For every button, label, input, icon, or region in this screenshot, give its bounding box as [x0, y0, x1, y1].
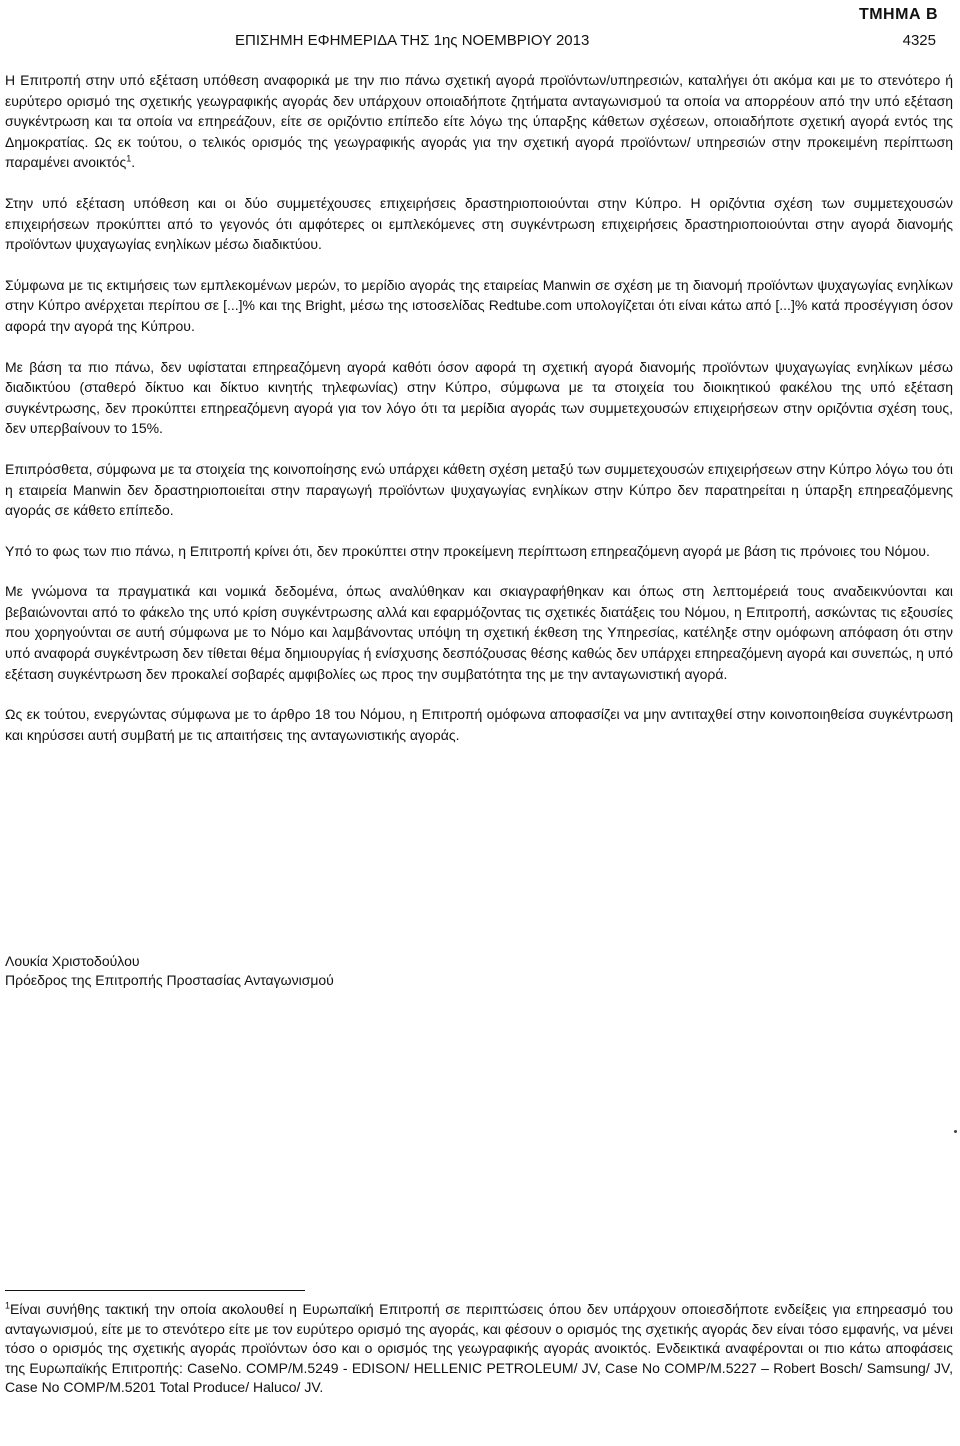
section-label: ΤΜΗΜΑ Β: [858, 6, 938, 23]
footnote-marker: 1: [5, 1300, 11, 1311]
footnote-reference: 1: [126, 153, 132, 164]
footnote-text: Είναι συνήθης τακτική την οποία ακολουθεί η Ευρωπαϊκή Επιτροπή σε περιπτώσεις όπου δεν υπάρχουν οποιεσδήποτε ενδείξεις για επηρεασμό του ανταγωνισμού, είτε με το στενότερο είτε με τον ευρύτερο ορισμό της αγοράς, και φέσουν ο ορισμός της σχετικής αγοράς δεν είναι τόσο εμφανής, να μένει τόσο ο ορισμός της σχετικής αγοράς προϊόντων όσο και ο ορισμός της γεωγραφικής αγοράς ανοικτός. Ενδεικτικά αναφέρονται οι πιο κάτω αποφάσεις της Ευρωπαϊκής Επιτροπής: CaseNo. COMP/M.5249 - EDISON/ HELLENIC PETROLEUM/ JV, Case No COMP/M.5227 – Robert Bosch/ Samsung/ JV, Case No COMP/M.5201 Total Produce/ Haluco/ JV.: [5, 1301, 953, 1395]
paragraph-vertical-relation: Επιπρόσθετα, σύμφωνα με τα στοιχεία της κοινοποίησης ενώ υπάρχει κάθετη σχέση μεταξύ των συμμετεχουσών επιχειρήσεων στην Κύπρο λόγω του ότι η εταιρεία Manwin δεν δραστηριοποιείται στην παραγωγή προϊόντων ψυχαγωγίας ενηλίκων στην Κύπρο δεν παρατηρείται η ύπαρξη επηρεαζόμενης αγοράς σε κάθετο επίπεδο.: [5, 460, 953, 519]
paragraph-decision: Ως εκ τούτου, ενεργώντας σύμφωνα με το άρθρο 18 του Νόμου, η Επιτροπή ομόφωνα αποφασίζει να μην αντιταχθεί στην κοινοποιηθείσα συγκέντρωση και κηρύσσει αυτή συμβατή με τις απαιτήσεις της ανταγωνιστικής αγοράς.: [5, 706, 953, 743]
paragraph-legal-findings: Με γνώμονα τα πραγματικά και νομικά δεδομένα, όπως αναλύθηκαν και σκιαγραφήθηκαν και όπως στη λεπτομέρειά τους αναδεικνύονται και βεβαιώνονται από το φάκελο της υπό κρίση συγκέντρωσης αλλά και εφαρμόζοντας τις σχετικές διατάξεις του Νόμου, η Επιτροπή, ασκώντας τις εξουσίες που χορηγούνται σε αυτή σύμφωνα με το Νόμο και λαμβάνοντας υπόψη τη σχετική έκθεση της Υπηρεσίας, κατέληξε στην ομόφωνη απόφαση ότι στην υπό αναφορά συγκέντρωση δεν τίθεται θέμα δημιουργίας ή ενίσχυσης δεσπόζουσας θέσης καθώς δεν υπάρχει επηρεαζόμενη αγορά και συνεπώς, η υπό εξέταση συγκέντρωση δεν προκαλεί σοβαρές αμφιβολίες ως προς την συμβατότητα της με την ανταγωνιστική αγορά.: [5, 583, 953, 682]
signatory-name: Λουκία Χριστοδούλου: [5, 953, 140, 969]
paragraph-market-conclusion: [5, 70, 953, 173]
paragraph-no-affected-market: Με βάση τα πιο πάνω, δεν υφίσταται επηρεαζόμενη αγορά καθότι όσον αφορά τη σχετική αγορά διανομής προϊόντων ψυχαγωγίας ενηλίκων μέσω διαδικτύου (σταθερό δίκτυο και δίκτυο κινητής τηλεφωνίας) στην Κύπρο, σύμφωνα με τα στοιχεία του διοικητικού φακέλου της υπό εξέταση συγκέντρωσης, δεν προκύπτει επηρεαζόμενη αγορά για τον λόγο ότι τα μερίδια αγοράς των συμμετεχουσών επιχειρήσεων στην οριζόντια σχέση τους, δεν υπερβαίνουν το 15%.: [5, 358, 953, 437]
gazette-title: ΕΠΙΣΗΜΗ ΕΦΗΜΕΡΙΔΑ ΤΗΣ 1ης ΝΟΕΜΒΡΙΟΥ 2013: [235, 32, 590, 49]
paragraph-end: .: [131, 154, 136, 171]
document-body: [5, 70, 953, 765]
paragraph-commission-assessment: Υπό το φως των πιο πάνω, η Επιτροπή κρίνει ότι, δεν προκύπτει στην προκείμενη περίπτωση επηρεαζόμενη αγορά με βάση τις πρόνοιες του Νόμου.: [5, 542, 930, 559]
paragraph-market-shares: Σύμφωνα με τις εκτιμήσεις των εμπλεκομένων μερών, το μερίδιο αγοράς της εταιρείας Manwin σε σχέση με τη διανομή προϊόντων ψυχαγωγίας ενηλίκων στην Κύπρο ανέρχεται περίπου σε [...]% και της Bright, μέσω της ιστοσελίδας Redtube.com υπολογίζεται ότι είναι κάτω από [...]% κατά προσέγγιση όσον αφορά την αγορά της Κύπρου.: [5, 276, 953, 334]
page-number: 4325: [902, 32, 936, 49]
paragraph-text: Η Επιτροπή στην υπό εξέταση υπόθεση αναφορικά με την πιο πάνω σχετική αγορά προϊόντων/υπηρεσιών, καταλήγει ότι ακόμα και με το στενότερο ή ευρύτερο ορισμό της σχετικής γεωγραφικής αγοράς δεν υπάρχουν οποιαδήποτε ζητήματα ανταγωνισμού τα οποία να απορρέουν από την υπό εξέταση συγκέντρωση και τα οποία να επηρεάζουν, είτε σε οριζόντιο επίπεδο είτε λόγω της ύπαρξης κάθετων σχέσεων, οποιαδήποτε σχετική αγορά εντός της Δημοκρατίας. Ως εκ τούτου, ο τελικός ορισμός της γεωγραφικής αγοράς για την σχετική αγορά προϊόντων/ υπηρεσιών στην προκειμένη περίπτωση παραμένει ανοικτός: [5, 72, 953, 171]
paragraph-horizontal-relation: Στην υπό εξέταση υπόθεση και οι δύο συμμετέχουσες επιχειρήσεις δραστηριοποιούνται στην Κύπρο. Η οριζόντια σχέση των συμμετεχουσών επιχειρήσεων προκύπτει από το γεγονός ότι αμφότερες οι εμπλεκόμενες στη συγκέντρωση επιχειρήσεις δραστηριοποιούνται στην αγορά διανομής προϊόντων ψυχαγωγίας ενηλίκων μέσω διαδικτύου.: [5, 194, 953, 253]
scan-speck: [954, 1130, 957, 1133]
footnote: [5, 1300, 953, 1398]
footnote-separator: [5, 1290, 305, 1291]
signature-block: [5, 952, 334, 990]
signatory-title: Πρόεδρος της Επιτροπής Προστασίας Ανταγωνισμού: [5, 972, 334, 988]
